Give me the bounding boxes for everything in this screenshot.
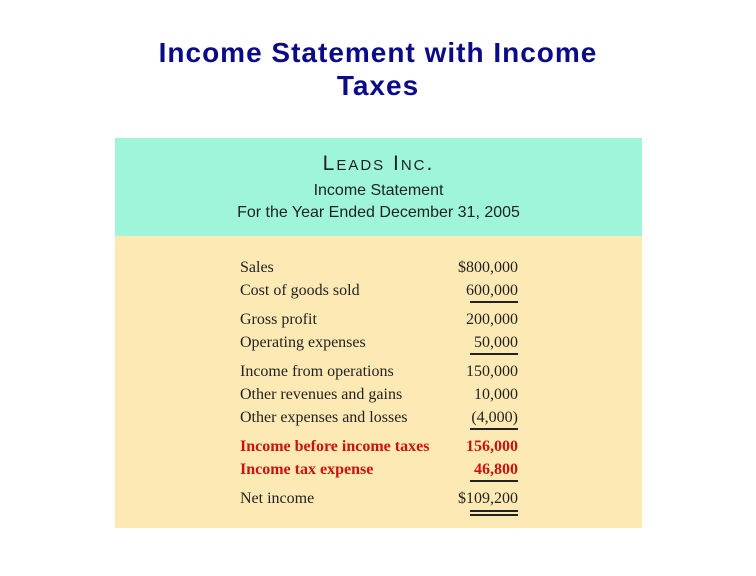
subtotal-rule: [470, 480, 518, 482]
statement-lines: [240, 256, 530, 510]
line-income-from-operations: [240, 360, 530, 383]
line-label: Income tax expense: [240, 461, 374, 478]
line-amount: 150,000: [466, 363, 518, 380]
line-amount: 46,800: [474, 461, 518, 478]
slide-title: [0, 36, 756, 102]
line-income-before-income-taxes: [240, 435, 530, 458]
line-amount: $800,000: [458, 259, 518, 276]
statement-header: [115, 138, 642, 236]
line-amount: 50,000: [474, 334, 518, 351]
line-sales: [240, 256, 530, 279]
line-income-tax-expense: [240, 458, 530, 481]
subtotal-rule: [470, 301, 518, 303]
line-label: Net income: [240, 490, 315, 507]
company-name: Leads Inc.: [322, 152, 435, 175]
subtotal-rule: [470, 428, 518, 430]
line-amount: 600,000: [466, 282, 518, 299]
line-label: Operating expenses: [240, 334, 366, 351]
line-label: Sales: [240, 259, 274, 276]
line-amount: 200,000: [466, 311, 518, 328]
statement-name: Income Statement: [313, 182, 444, 199]
line-other-revenues-and-gains: [240, 383, 530, 406]
line-label: Gross profit: [240, 311, 317, 328]
line-amount: (4,000): [471, 409, 518, 426]
total-double-rule: [470, 510, 518, 516]
line-amount: 10,000: [474, 386, 518, 403]
line-gross-profit: [240, 308, 530, 331]
line-other-expenses-and-losses: [240, 406, 530, 429]
statement-period: For the Year Ended December 31, 2005: [237, 204, 520, 221]
slide-title-line-1: Income Statement with Income: [158, 37, 598, 68]
line-operating-expenses: [240, 331, 530, 354]
line-label: Income before income taxes: [240, 438, 430, 455]
line-label: Income from operations: [240, 363, 394, 380]
line-label: Other expenses and losses: [240, 409, 408, 426]
line-label: Cost of goods sold: [240, 282, 360, 299]
line-net-income: [240, 487, 530, 510]
line-label: Other revenues and gains: [240, 386, 403, 403]
income-statement-figure: [115, 138, 642, 528]
slide-title-line-2: Taxes: [336, 70, 420, 101]
subtotal-rule: [470, 353, 518, 355]
line-cost-of-goods-sold: [240, 279, 530, 302]
line-amount: $109,200: [458, 490, 518, 507]
line-amount: 156,000: [466, 438, 518, 455]
